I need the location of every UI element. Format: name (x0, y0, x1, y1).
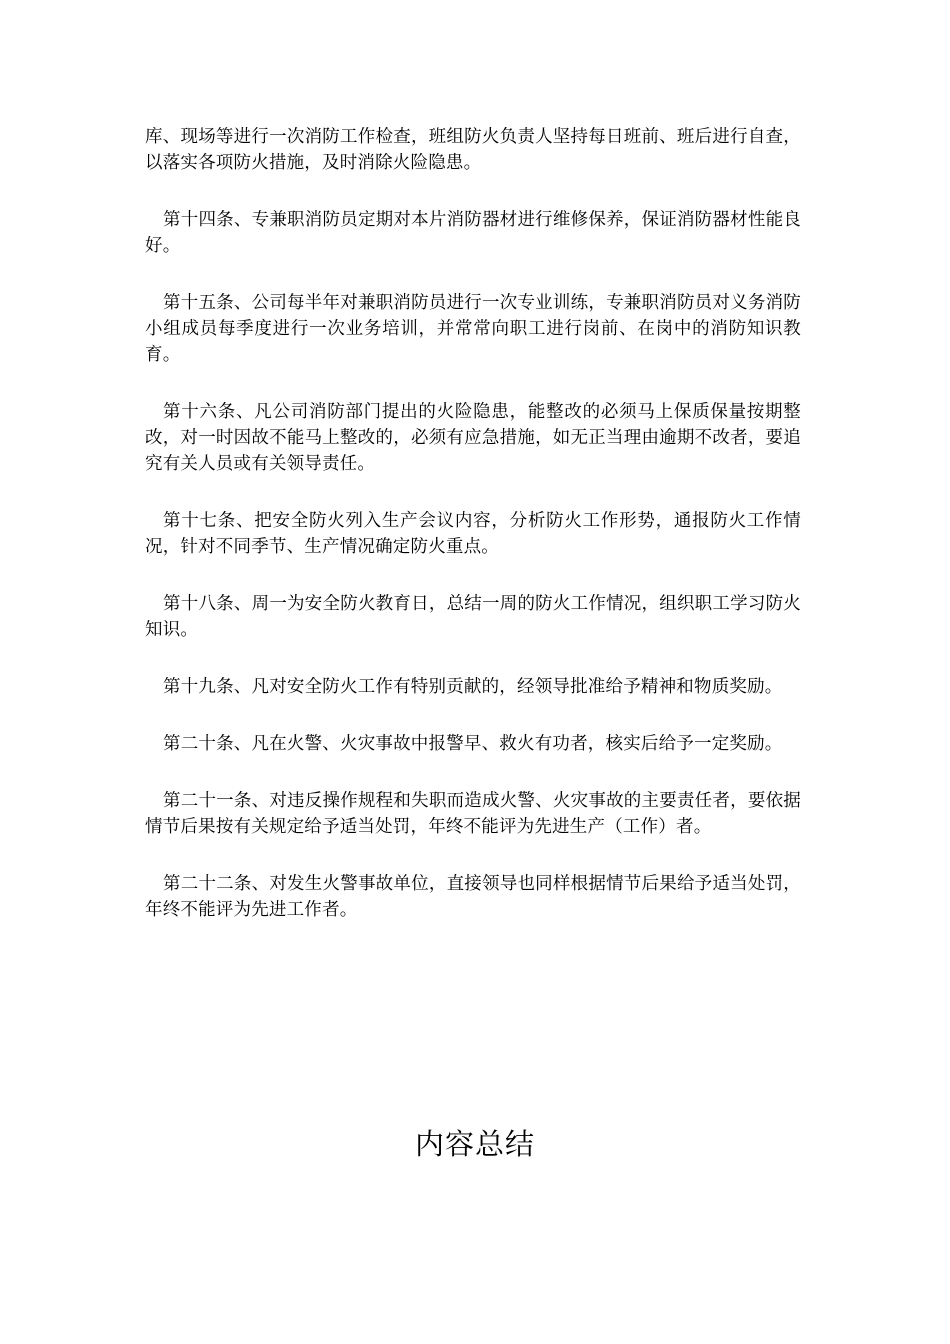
paragraph-article-22: 第二十二条、对发生火警事故单位，直接领导也同样根据情节后果给予适当处罚，年终不能评为先进工作者。 (145, 874, 801, 920)
paragraph-article-20: 第二十条、凡在火警、火灾事故中报警早、救火有功者，核实后给予一定奖励。 (163, 734, 783, 754)
paragraph-article-17: 第十七条、把安全防火列入生产会议内容，分析防火工作形势，通报防火工作情况，针对不同季节、生产情况确定防火重点。 (145, 511, 801, 557)
paragraph-continuation: 库、现场等进行一次消防工作检查，班组防火负责人坚持每日班前、班后进行自查，以落实各项防火措施，及时消除火险隐患。 (145, 127, 801, 173)
paragraph-article-14: 第十四条、专兼职消防员定期对本片消防器材进行维修保养，保证消防器材性能良好。 (145, 210, 801, 256)
paragraph-article-18: 第十八条、周一为安全防火教育日，总结一周的防火工作情况，组织职工学习防火知识。 (145, 594, 801, 640)
paragraph-article-16: 第十六条、凡公司消防部门提出的火险隐患，能整改的必须马上保质保量按期整改，对一时因故不能马上整改的，必须有应急措施，如无正当理由逾期不改者，要追究有关人员或有关领导责任。 (145, 402, 801, 474)
paragraph-article-21: 第二十一条、对违反操作规程和失职而造成火警、火灾事故的主要责任者，要依据情节后果按有关规定给予适当处罚，年终不能评为先进生产（工作）者。 (145, 791, 801, 837)
paragraph-article-15: 第十五条、公司每半年对兼职消防员进行一次专业训练，专兼职消防员对义务消防小组成员每季度进行一次业务培训，并常常向职工进行岗前、在岗中的消防知识教育。 (145, 293, 801, 365)
paragraph-article-19: 第十九条、凡对安全防火工作有特别贡献的，经领导批准给予精神和物质奖励。 (163, 677, 783, 697)
summary-heading: 内容总结 (414, 1127, 535, 1161)
document-body (145, 124, 801, 954)
